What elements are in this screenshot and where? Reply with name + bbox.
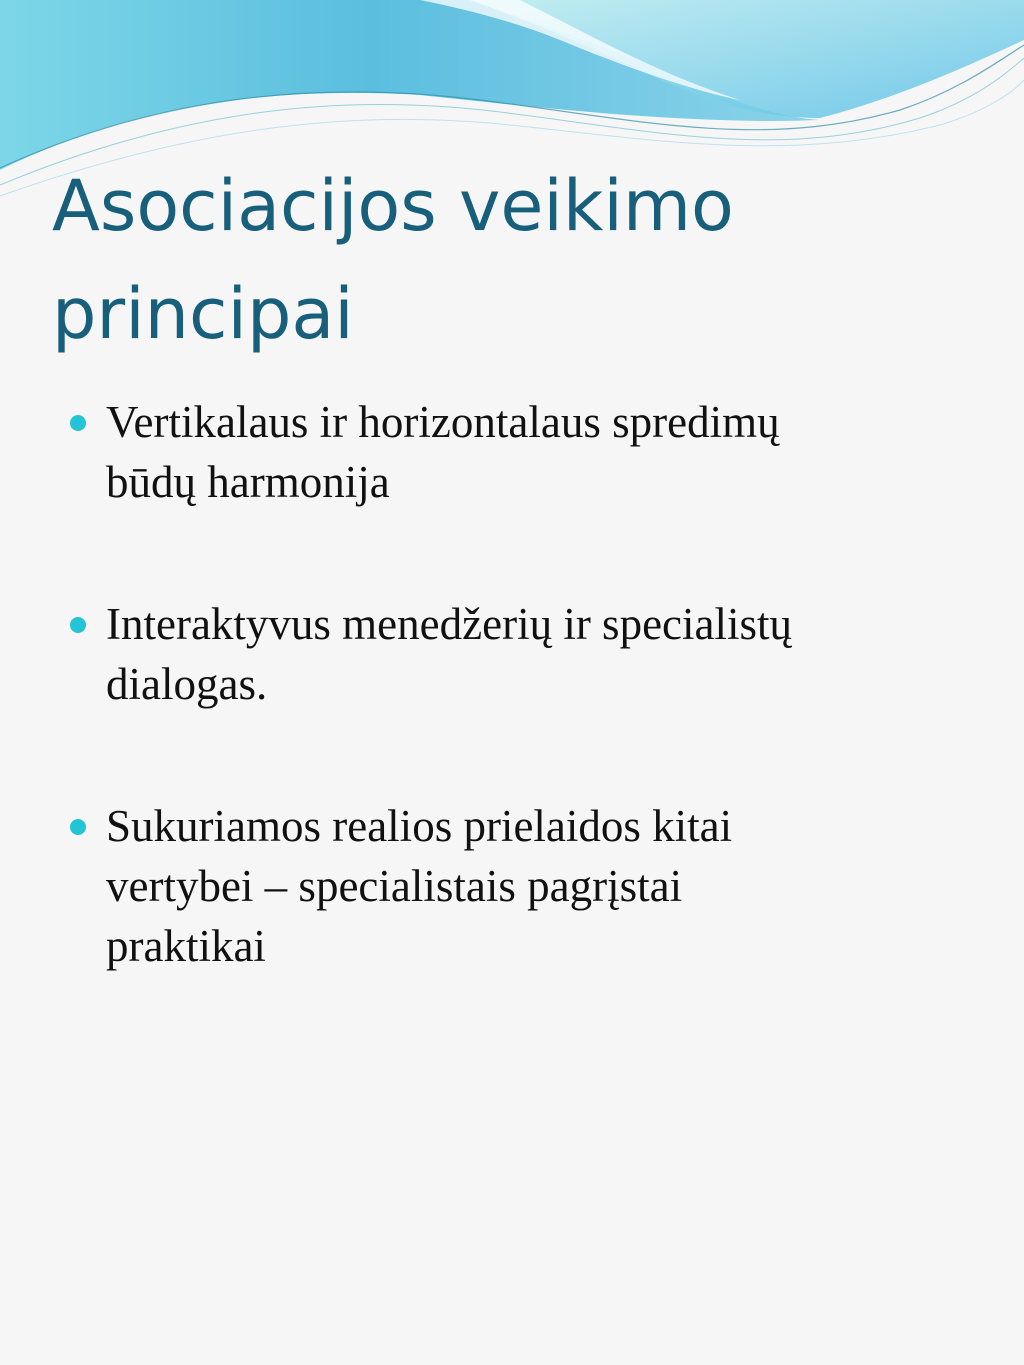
bullet-item [70,392,970,512]
bullet-text-line: praktikai [106,921,266,971]
bullet-text-line: Interaktyvus menedžerių ir specialistų [106,599,793,649]
bullet-text-line: Vertikalaus ir horizontalaus spredimų [106,397,780,447]
slide-title-line-1: Asociacijos veikimo [52,165,734,247]
bullet-dot-icon [70,415,86,431]
bullet-list [70,392,970,1058]
bullet-dot-icon [70,819,86,835]
bullet-text-line: būdų harmonija [106,457,390,507]
bullet-dot-icon [70,617,86,633]
bullet-text-line: Sukuriamos realios prielaidos kitai [106,801,733,851]
bullet-item [70,594,970,714]
bullet-text-line: vertybei – specialistais pagrįstai [106,861,683,911]
slide-title [52,152,952,368]
bullet-item [70,796,970,976]
slide-title-line-2: principai [52,273,354,355]
bullet-text-line: dialogas. [106,659,268,709]
